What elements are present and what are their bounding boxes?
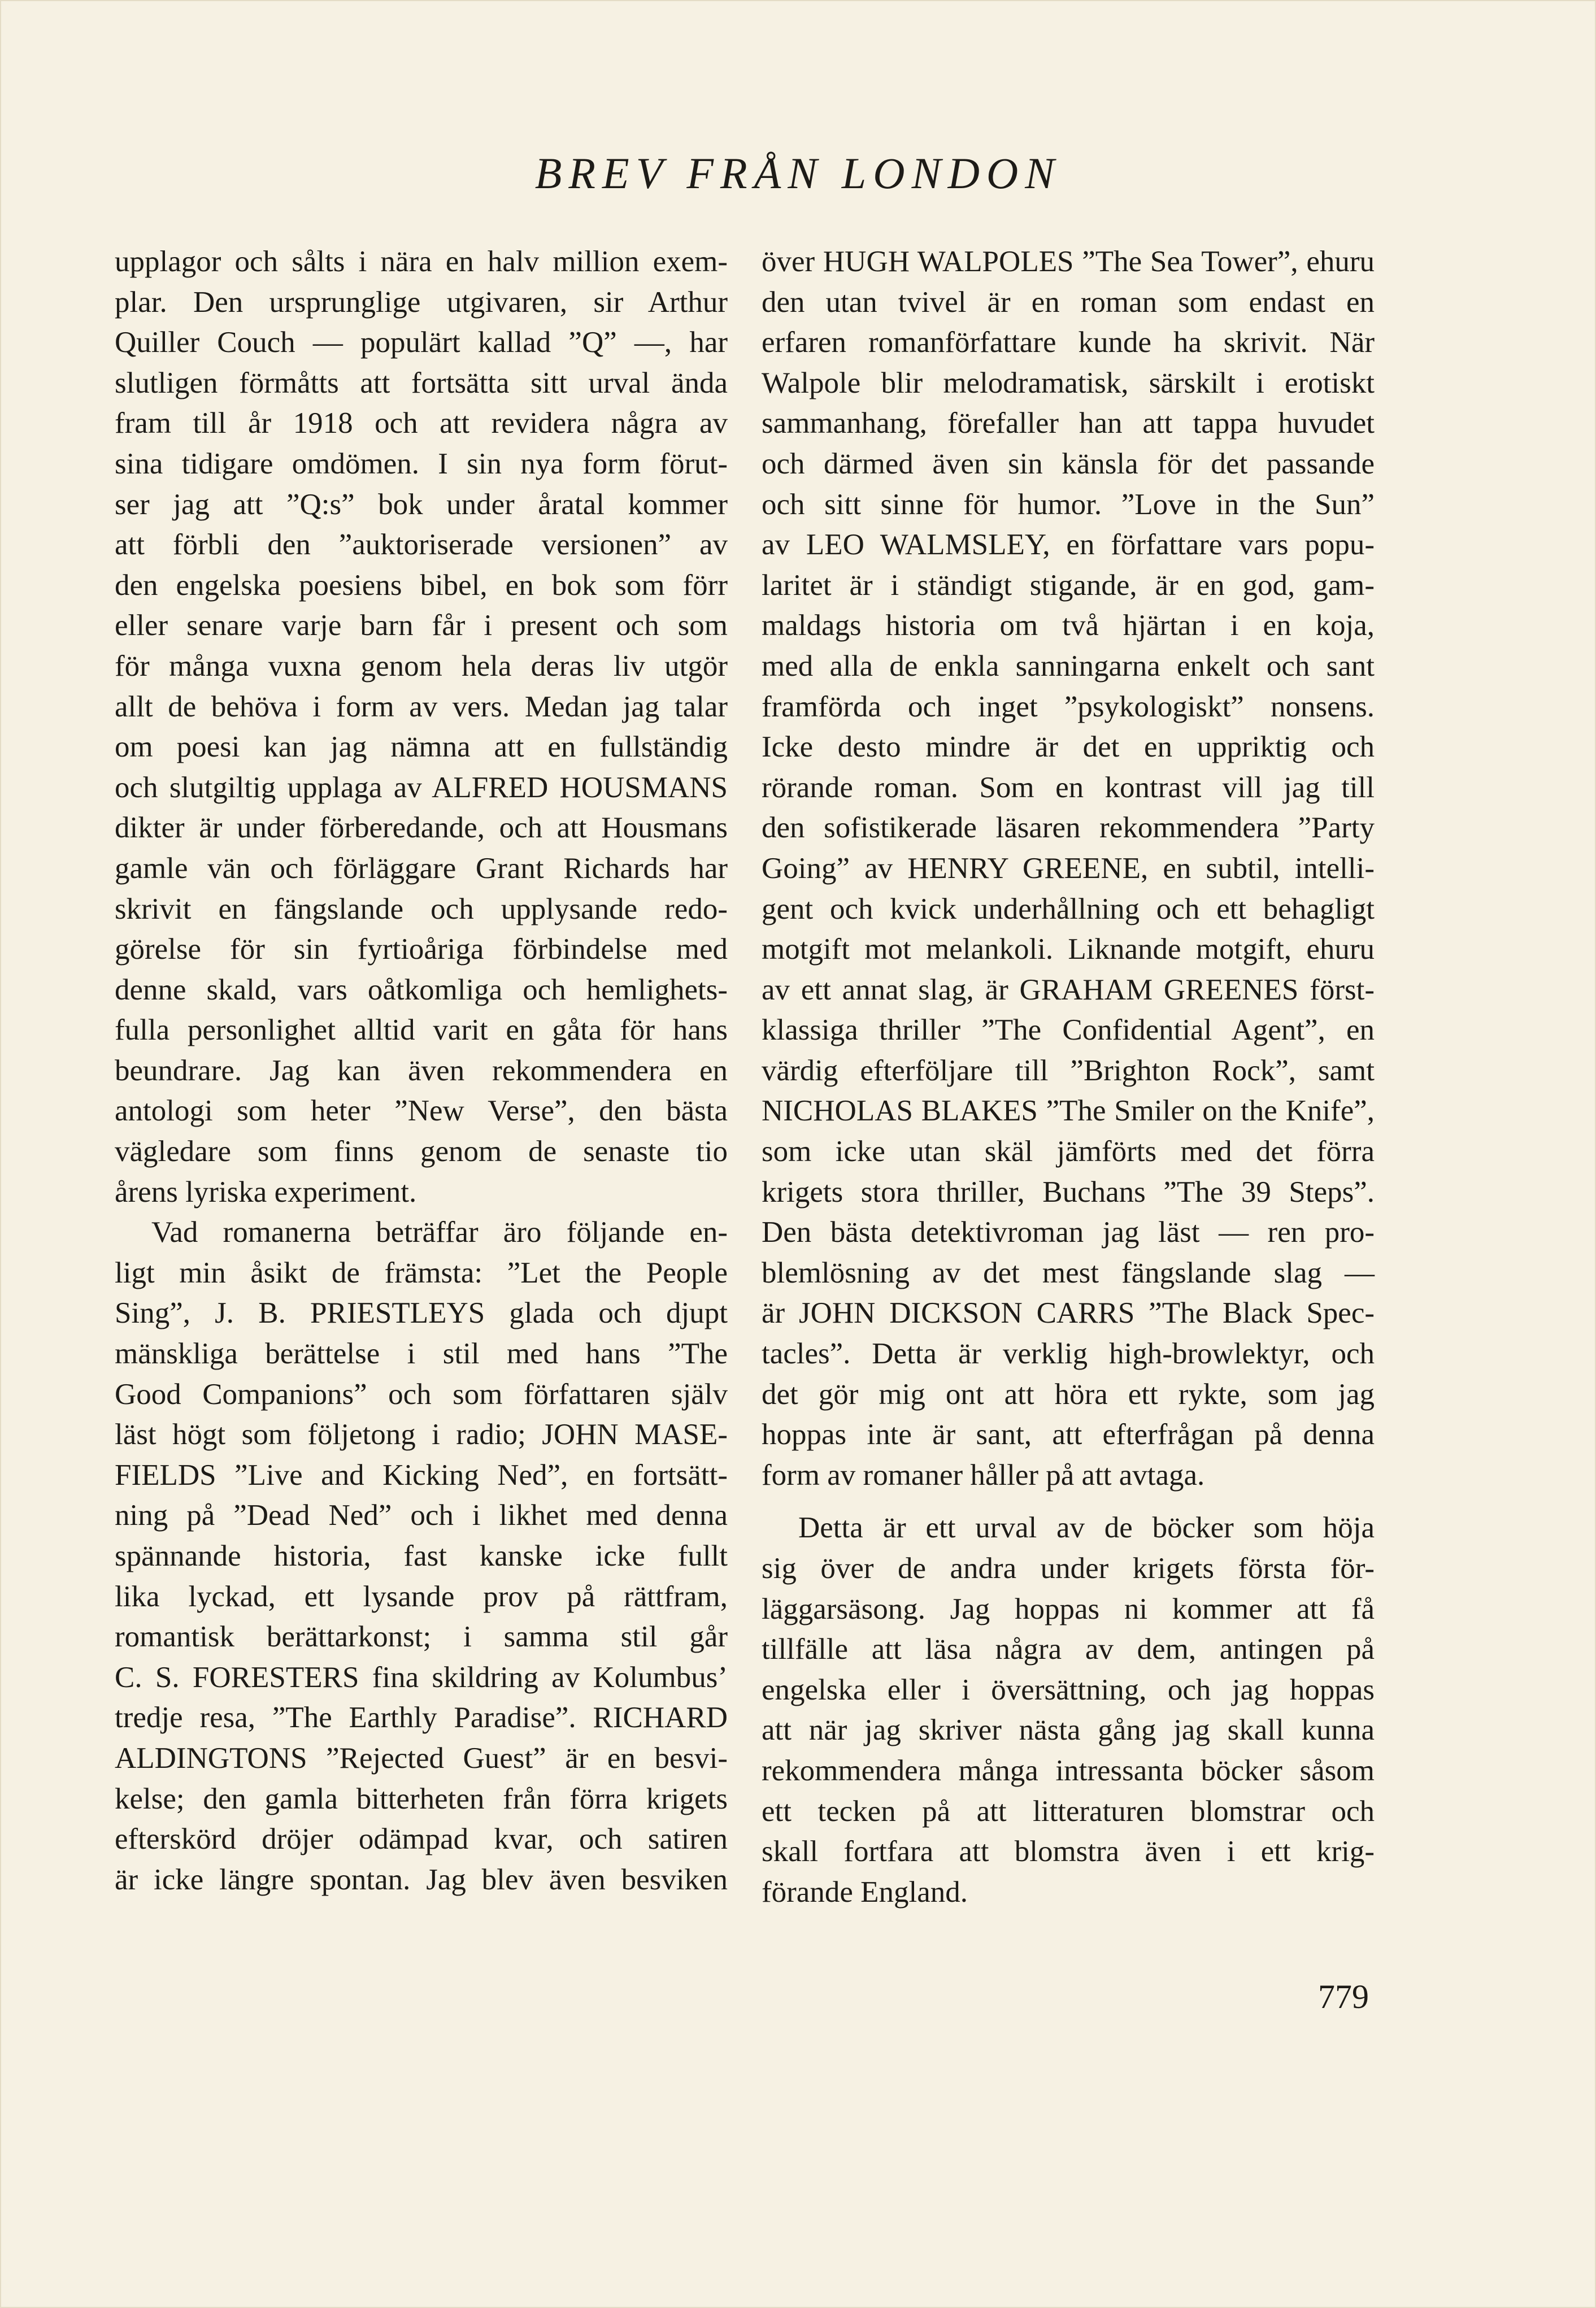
text-line: klassiga thriller ”The Confidential Agent”, en	[762, 1014, 1375, 1047]
text-line: gent och kvick underhållning och ett behagligt	[762, 892, 1375, 925]
text-line: fram till år 1918 och att revidera några av	[115, 407, 728, 440]
paragraph	[115, 1212, 728, 1900]
text-line: sammanhang, förefaller han att tappa huvudet	[762, 407, 1375, 440]
text-line: tillfälle att läsa några av dem, antingen på	[762, 1633, 1375, 1666]
text-line: antologi som heter ”New Verse”, den bästa	[115, 1094, 728, 1128]
text-line: den sofistikerade läsaren rekommendera ”Party	[762, 811, 1375, 845]
text-line: av ett annat slag, är GRAHAM GREENES först-	[762, 973, 1375, 1006]
text-line: slutligen förmåtts att fortsätta sitt urval ända	[115, 366, 728, 399]
text-line: att när jag skriver nästa gång jag skall kunna	[762, 1714, 1375, 1747]
text-line: hoppas inte är sant, att efterfrågan på denna	[762, 1418, 1375, 1451]
text-line: ser jag att ”Q:s” bok under åratal kommer	[115, 488, 728, 521]
text-line: krigets stora thriller, Buchans ”The 39 Steps”.	[762, 1175, 1375, 1209]
text-line: läggarsäsong. Jag hoppas ni kommer att få	[762, 1592, 1375, 1625]
text-line: NICHOLAS BLAKES ”The Smiler on the Knife”,	[762, 1094, 1375, 1128]
text-line: den utan tvivel är en roman som endast en	[762, 285, 1375, 319]
paragraph	[762, 1508, 1375, 1913]
text-line: läst högt som följetong i radio; JOHN MASE-	[115, 1418, 728, 1451]
text-line: gamle vän och förläggare Grant Richards har	[115, 851, 728, 885]
paragraph-gap	[762, 1496, 1375, 1508]
text-line: Good Companions” och som författaren själv	[115, 1377, 728, 1411]
text-line: kelse; den gamla bitterheten från förra krigets	[115, 1782, 728, 1815]
text-line: upplagor och sålts i nära en halv million exem-	[115, 245, 728, 278]
running-header: BREV FRÅN LONDON	[534, 149, 1062, 198]
text-line: ALDINGTONS ”Rejected Guest” är en besvi-	[115, 1741, 728, 1775]
page-number: 779	[1318, 1978, 1369, 2015]
text-line: den engelska poesiens bibel, en bok som förr	[115, 568, 728, 602]
text-line: ligt min åsikt de främsta: ”Let the People	[115, 1256, 728, 1289]
paragraph	[762, 242, 1375, 1496]
text-line: ning på ”Dead Ned” och i likhet med denna	[115, 1499, 728, 1532]
text-line: Vad romanerna beträffar äro följande en-	[151, 1216, 728, 1249]
text-line: skall fortfara att blomstra även i ett krig-	[762, 1835, 1375, 1868]
text-line: sig över de andra under krigets första för-	[762, 1552, 1375, 1585]
text-line: C. S. FORESTERS fina skildring av Kolumbus’	[115, 1661, 728, 1694]
text-line: dikter är under förberedande, och att Housmans	[115, 811, 728, 845]
text-line: beundrare. Jag kan även rekommendera en	[115, 1054, 728, 1087]
text-line: görelse för sin fyrtioåriga förbindelse med	[115, 933, 728, 966]
text-line: det gör mig ont att höra ett rykte, som jag	[762, 1377, 1375, 1411]
text-line: laritet är i ständigt stigande, är en god, gam-	[762, 568, 1375, 602]
text-line: ett tecken på att litteraturen blomstrar och	[762, 1794, 1375, 1828]
text-line: eller senare varje barn får i present och som	[115, 609, 728, 642]
text-line: Sing”, J. B. PRIESTLEYS glada och djupt	[115, 1297, 728, 1330]
text-line: framförda och inget ”psykologiskt” nonsens.	[762, 690, 1375, 723]
text-line: FIELDS ”Live and Kicking Ned”, en fortsätt-	[115, 1458, 728, 1492]
text-line: mänskliga berättelse i stil med hans ”The	[115, 1337, 728, 1371]
text-line: är JOHN DICKSON CARRS ”The Black Spec-	[762, 1297, 1375, 1330]
text-line: Icke desto mindre är det en uppriktig och	[762, 731, 1375, 764]
text-line: maldags historia om två hjärtan i en koja,	[762, 609, 1375, 642]
paragraph	[115, 242, 728, 1212]
text-line: och därmed även sin känsla för det passande	[762, 447, 1375, 480]
text-line: Quiller Couch — populärt kallad ”Q” —, har	[115, 326, 728, 359]
text-line: värdig efterföljare till ”Brighton Rock”, samt	[762, 1054, 1375, 1087]
text-line: Walpole blir melodramatisk, särskilt i erotiskt	[762, 366, 1375, 399]
right-column	[762, 242, 1375, 1913]
text-line: Going” av HENRY GREENE, en subtil, intelli-	[762, 851, 1375, 885]
text-line: fulla personlighet alltid varit en gåta för hans	[115, 1014, 728, 1047]
text-line: förande England.	[762, 1875, 968, 1909]
text-line: sina tidigare omdömen. I sin nya form förut-	[115, 447, 728, 480]
text-line: allt de behöva i form av vers. Medan jag talar	[115, 690, 728, 723]
text-line: med alla de enkla sanningarna enkelt och sant	[762, 649, 1375, 683]
text-line: av LEO WALMSLEY, en författare vars popu-	[762, 528, 1375, 562]
text-line: form av romaner håller på att avtaga.	[762, 1458, 1205, 1492]
text-line: är icke längre spontan. Jag blev även besviken	[115, 1863, 728, 1896]
text-line: och slutgiltig upplaga av ALFRED HOUSMANS	[115, 771, 728, 804]
text-line: erfaren romanförfattare kunde ha skrivit. När	[762, 326, 1375, 359]
text-line: engelska eller i översättning, och jag hoppas	[762, 1673, 1375, 1706]
text-line: spännande historia, fast kanske icke fullt	[115, 1540, 728, 1572]
text-line: motgift mot melankoli. Liknande motgift, ehuru	[762, 933, 1375, 966]
text-line: blemlösning av det mest fängslande slag —	[762, 1256, 1375, 1289]
text-line: att förbli den ”auktoriserade versionen” av	[115, 528, 728, 562]
text-line: som icke utan skäl jämförts med det förra	[762, 1135, 1375, 1168]
text-line: över HUGH WALPOLES ”The Sea Tower”, ehuru	[762, 245, 1375, 278]
text-line: tredje resa, ”The Earthly Paradise”. RICHARD	[115, 1701, 728, 1735]
text-line: lika lyckad, ett lysande prov på rättfram,	[115, 1580, 728, 1613]
text-line: rörande roman. Som en kontrast vill jag till	[762, 771, 1375, 804]
text-line: och sitt sinne för humor. ”Love in the Sun”	[762, 488, 1375, 521]
text-line: Detta är ett urval av de böcker som höja	[798, 1511, 1375, 1545]
text-line: skrivit en fängslande och upplysande redo-	[115, 892, 728, 925]
text-line: plar. Den ursprunglige utgivaren, sir Arthur	[115, 285, 728, 319]
text-line: för många vuxna genom hela deras liv utgör	[115, 649, 728, 683]
text-line: Den bästa detektivroman jag läst — ren pro-	[762, 1216, 1375, 1249]
text-line: årens lyriska experiment.	[115, 1175, 417, 1209]
text-line: rekommendera många intressanta böcker såsom	[762, 1754, 1375, 1787]
text-line: tacles”. Detta är verklig high-browlektyr, och	[762, 1337, 1375, 1371]
text-line: efterskörd dröjer odämpad kvar, och satiren	[115, 1823, 728, 1856]
text-line: denne skald, vars oåtkomliga och hemlighets-	[115, 973, 728, 1006]
left-column	[115, 242, 728, 1900]
text-line: vägledare som finns genom de senaste tio	[115, 1135, 728, 1168]
text-line: om poesi kan jag nämna att en fullständig	[115, 731, 728, 764]
text-line: romantisk berättarkonst; i samma stil går	[115, 1620, 728, 1654]
